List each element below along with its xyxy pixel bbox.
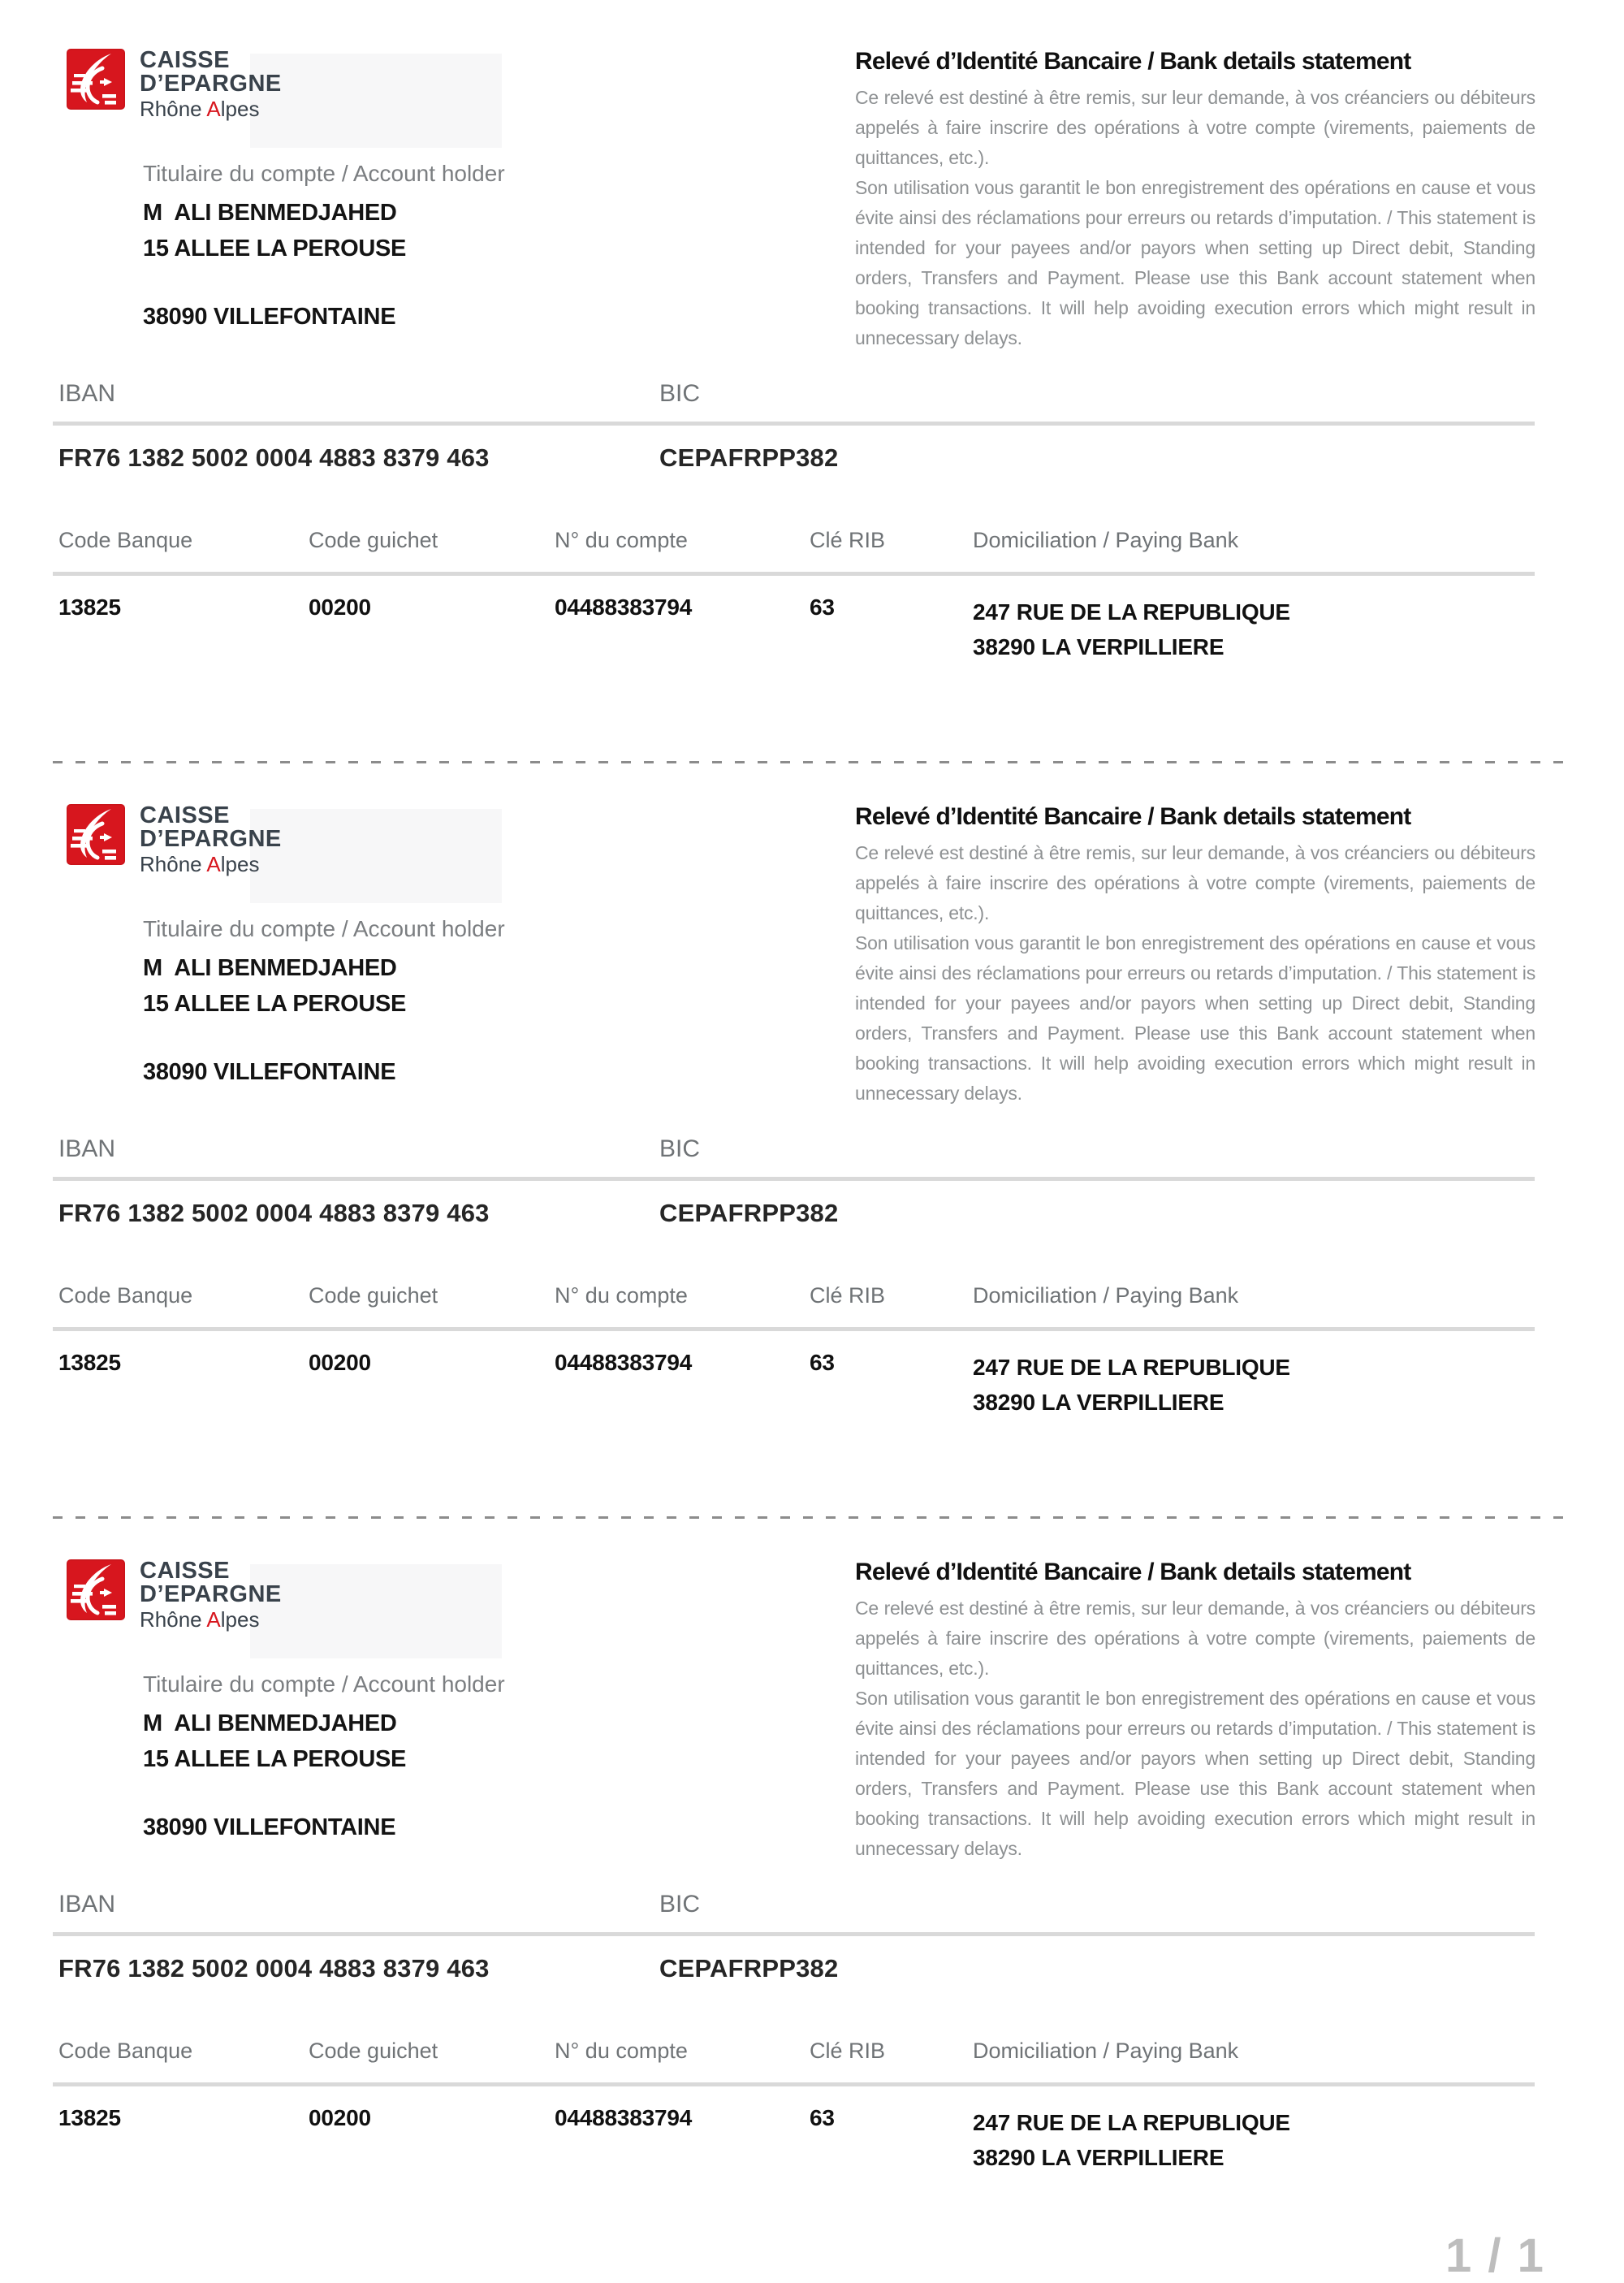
bic-value: CEPAFRPP382 xyxy=(659,1954,839,1982)
account-holder-name: M ALI BENMEDJAHED xyxy=(143,1710,397,1736)
description-paragraph-fr: Ce relevé est destiné à être remis, sur leur demande, à vos créanciers ou débiteurs appelés à faire inscrire des opérations à votre compte (virements, paiements de quittances, etc.). xyxy=(855,87,1535,168)
region-suffix: lpes xyxy=(220,97,260,121)
brand-region xyxy=(140,97,282,121)
region-prefix: Rhône xyxy=(140,852,207,876)
region-accent-letter: A xyxy=(206,1607,221,1632)
scan-artifact-box xyxy=(250,1564,502,1658)
table-separator-rule xyxy=(53,2082,1535,2086)
squirrel-icon xyxy=(67,1559,125,1620)
value-domiciliation xyxy=(973,595,1290,664)
account-holder-city: 38090 VILLEFONTAINE xyxy=(143,304,396,330)
caisse-epargne-logo xyxy=(67,804,282,876)
page-number: 1 / 1 xyxy=(1445,2229,1545,2282)
brand-line-1: CAISSE xyxy=(140,47,230,73)
rib-statement-section xyxy=(0,0,1624,755)
statement-description xyxy=(855,83,1535,353)
value-numero-compte: 04488383794 xyxy=(555,2105,693,2130)
brand-line-1: CAISSE xyxy=(140,1558,230,1584)
brand-text xyxy=(140,49,282,121)
account-holder-address: 15 ALLEE LA PEROUSE xyxy=(143,236,407,262)
domiciliation-city: 38290 LA VERPILLIERE xyxy=(973,1390,1224,1415)
iban-separator-rule xyxy=(53,1177,1535,1181)
account-holder-address: 15 ALLEE LA PEROUSE xyxy=(143,991,407,1017)
bic-label: BIC xyxy=(659,1891,701,1918)
region-accent-letter: A xyxy=(206,852,221,876)
brand-line-2: D’EPARGNE xyxy=(140,1581,282,1607)
column-header-code-banque: Code Banque xyxy=(58,2039,193,2063)
value-code-banque: 13825 xyxy=(58,1350,121,1375)
column-header-cle-rib: Clé RIB xyxy=(810,1283,886,1308)
value-domiciliation xyxy=(973,1350,1290,1420)
brand-text xyxy=(140,804,282,876)
value-code-banque: 13825 xyxy=(58,2105,121,2130)
column-header-cle-rib: Clé RIB xyxy=(810,2039,886,2063)
domiciliation-city: 38290 LA VERPILLIERE xyxy=(973,2145,1224,2170)
column-header-domiciliation: Domiciliation / Paying Bank xyxy=(973,2039,1239,2063)
caisse-epargne-logo xyxy=(67,1559,282,1632)
domiciliation-street: 247 RUE DE LA REPUBLIQUE xyxy=(973,1355,1290,1380)
value-cle-rib: 63 xyxy=(810,1350,835,1375)
table-separator-rule xyxy=(53,572,1535,576)
account-holder-label: Titulaire du compte / Account holder xyxy=(143,1671,505,1697)
column-header-cle-rib: Clé RIB xyxy=(810,528,886,552)
squirrel-icon xyxy=(67,804,125,865)
domiciliation-street: 247 RUE DE LA REPUBLIQUE xyxy=(973,599,1290,625)
iban-label: IBAN xyxy=(58,1135,116,1162)
value-cle-rib: 63 xyxy=(810,595,835,620)
account-holder-city: 38090 VILLEFONTAINE xyxy=(143,1814,396,1840)
iban-value: FR76 1382 5002 0004 4883 8379 463 xyxy=(58,1954,490,1982)
account-holder-name: M ALI BENMEDJAHED xyxy=(143,200,397,226)
brand-text xyxy=(140,1559,282,1632)
account-holder-address: 15 ALLEE LA PEROUSE xyxy=(143,1746,407,1772)
statement-description xyxy=(855,1593,1535,1864)
column-header-code-banque: Code Banque xyxy=(58,1283,193,1308)
rib-statement-section xyxy=(0,1511,1624,2266)
value-cle-rib: 63 xyxy=(810,2105,835,2130)
statement-description xyxy=(855,838,1535,1109)
region-accent-letter: A xyxy=(206,97,221,121)
account-holder-label: Titulaire du compte / Account holder xyxy=(143,161,505,186)
brand-line-1: CAISSE xyxy=(140,802,230,828)
bic-label: BIC xyxy=(659,380,701,407)
account-holder-city: 38090 VILLEFONTAINE xyxy=(143,1059,396,1085)
brand-region xyxy=(140,1607,282,1632)
description-paragraph-mixed: Son utilisation vous garantit le bon enregistrement des opérations en cause et vous évite ainsi des réclamations pour erreurs ou retards d’imputation. / This statement is intended for your payees and/or payors when setting up Direct debit, Standing orders, Transfers and Payment. Please use this Bank account statement when booking transactions. It will help avoiding execution errors which might result in unnecessary delays. xyxy=(855,177,1535,348)
bic-value: CEPAFRPP382 xyxy=(659,443,839,472)
column-header-code-guichet: Code guichet xyxy=(309,1283,438,1308)
statement-title: Relevé d’Identité Bancaire / Bank details statement xyxy=(855,803,1411,830)
region-suffix: lpes xyxy=(220,852,260,876)
scan-artifact-box xyxy=(250,809,502,903)
statement-title: Relevé d’Identité Bancaire / Bank details statement xyxy=(855,1559,1411,1585)
region-suffix: lpes xyxy=(220,1607,260,1632)
value-numero-compte: 04488383794 xyxy=(555,1350,693,1375)
iban-value: FR76 1382 5002 0004 4883 8379 463 xyxy=(58,443,490,472)
description-paragraph-mixed: Son utilisation vous garantit le bon enregistrement des opérations en cause et vous évite ainsi des réclamations pour erreurs ou retards d’imputation. / This statement is intended for your payees and/or payors when setting up Direct debit, Standing orders, Transfers and Payment. Please use this Bank account statement when booking transactions. It will help avoiding execution errors which might result in unnecessary delays. xyxy=(855,1688,1535,1859)
region-prefix: Rhône xyxy=(140,97,207,121)
iban-label: IBAN xyxy=(58,380,116,407)
column-header-numero-compte: N° du compte xyxy=(555,528,688,552)
rib-statement-section xyxy=(0,755,1624,1511)
column-header-numero-compte: N° du compte xyxy=(555,2039,688,2063)
domiciliation-city: 38290 LA VERPILLIERE xyxy=(973,634,1224,659)
column-header-code-guichet: Code guichet xyxy=(309,528,438,552)
column-header-code-guichet: Code guichet xyxy=(309,2039,438,2063)
brand-region xyxy=(140,852,282,876)
description-paragraph-mixed: Son utilisation vous garantit le bon enregistrement des opérations en cause et vous évite ainsi des réclamations pour erreurs ou retards d’imputation. / This statement is intended for your payees and/or payors when setting up Direct debit, Standing orders, Transfers and Payment. Please use this Bank account statement when booking transactions. It will help avoiding execution errors which might result in unnecessary delays. xyxy=(855,932,1535,1104)
bic-label: BIC xyxy=(659,1135,701,1162)
account-holder-name: M ALI BENMEDJAHED xyxy=(143,955,397,981)
iban-value: FR76 1382 5002 0004 4883 8379 463 xyxy=(58,1199,490,1227)
value-code-guichet: 00200 xyxy=(309,1350,371,1375)
brand-line-2: D’EPARGNE xyxy=(140,71,282,97)
caisse-epargne-logo xyxy=(67,49,282,121)
description-paragraph-fr: Ce relevé est destiné à être remis, sur leur demande, à vos créanciers ou débiteurs appelés à faire inscrire des opérations à votre compte (virements, paiements de quittances, etc.). xyxy=(855,1598,1535,1679)
description-paragraph-fr: Ce relevé est destiné à être remis, sur leur demande, à vos créanciers ou débiteurs appelés à faire inscrire des opérations à votre compte (virements, paiements de quittances, etc.). xyxy=(855,842,1535,923)
column-header-domiciliation: Domiciliation / Paying Bank xyxy=(973,1283,1239,1308)
domiciliation-street: 247 RUE DE LA REPUBLIQUE xyxy=(973,2110,1290,2135)
squirrel-icon xyxy=(67,49,125,110)
iban-separator-rule xyxy=(53,1932,1535,1936)
statement-title: Relevé d’Identité Bancaire / Bank details statement xyxy=(855,48,1411,75)
region-prefix: Rhône xyxy=(140,1607,207,1632)
scan-artifact-box xyxy=(250,54,502,148)
bic-value: CEPAFRPP382 xyxy=(659,1199,839,1227)
value-domiciliation xyxy=(973,2105,1290,2175)
value-code-guichet: 00200 xyxy=(309,595,371,620)
column-header-code-banque: Code Banque xyxy=(58,528,193,552)
account-holder-label: Titulaire du compte / Account holder xyxy=(143,916,505,941)
value-code-banque: 13825 xyxy=(58,595,121,620)
iban-separator-rule xyxy=(53,422,1535,426)
brand-line-2: D’EPARGNE xyxy=(140,826,282,852)
column-header-numero-compte: N° du compte xyxy=(555,1283,688,1308)
value-numero-compte: 04488383794 xyxy=(555,595,693,620)
value-code-guichet: 00200 xyxy=(309,2105,371,2130)
column-header-domiciliation: Domiciliation / Paying Bank xyxy=(973,528,1239,552)
iban-label: IBAN xyxy=(58,1891,116,1918)
table-separator-rule xyxy=(53,1327,1535,1331)
